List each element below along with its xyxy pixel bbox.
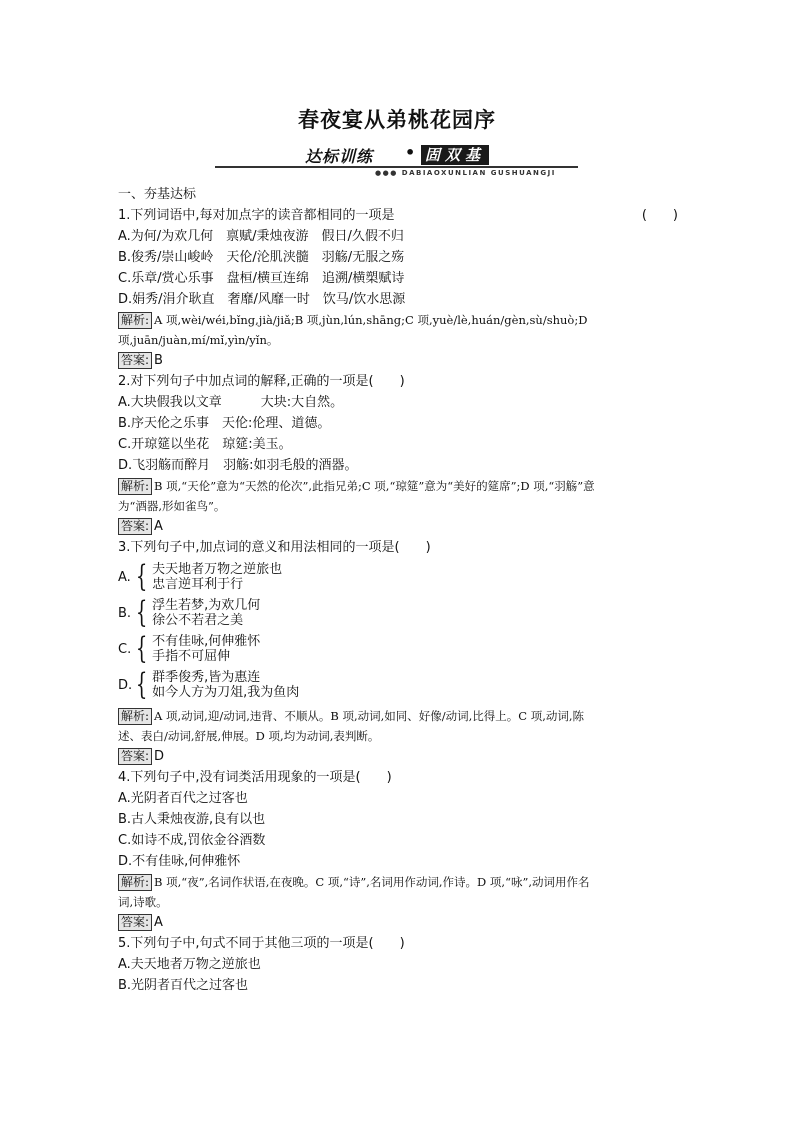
- answer-tag: 答案:: [118, 352, 152, 369]
- q3-option-label: D.: [118, 677, 133, 693]
- q2-option-d: D.飞羽觞而醉月 羽觞:如羽毛般的酒器。: [118, 458, 358, 473]
- q4-option-c: C.如诗不成,罚依金谷酒数: [118, 833, 266, 848]
- q3-answer: [118, 746, 678, 767]
- banner-text: 达标训练: [305, 147, 374, 166]
- q1-option-a: A.为何/为欢几何 禀赋/秉烛夜游 假日/久假不归: [118, 229, 404, 244]
- q1-option-c: C.乐章/赏心乐事 盘桓/横亘连绵 追溯/横槊赋诗: [118, 271, 405, 286]
- q1-exp-line1: A 项,wèi/wéi,bǐng,jià/jiǎ;B 项,jùn,lún,shāng;C 项,yuè/lè,huán/gèn,sù/shuò;D: [154, 313, 588, 327]
- section-heading: 一、夯基达标: [118, 187, 197, 202]
- explanation-tag: 解析:: [118, 478, 152, 495]
- q3-option-label: C.: [118, 641, 132, 657]
- q3-c-bottom: 手指不可屈伸: [152, 649, 231, 664]
- q3-option-c: [118, 631, 678, 666]
- q1-answer-blank: ( ): [641, 208, 678, 223]
- banner-dot: •: [405, 143, 416, 162]
- q4-option-a: A.光阴者百代之过客也: [118, 791, 248, 806]
- q1-option-d: D.娟秀/涓介耿直 奢靡/风靡一时 饮马/饮水思源: [118, 292, 406, 307]
- question-5-stem: 5.下列句子中,句式不同于其他三项的一项是( ): [118, 936, 405, 951]
- q1-explanation: [118, 310, 678, 330]
- banner-subtitle: ●●● DABIAOXUNLIAN GUSHUANGJI: [375, 169, 556, 177]
- q3-c-top: 不有佳咏,何伸雅怀: [152, 634, 261, 649]
- q2-answer: [118, 516, 678, 537]
- q4-explanation: [118, 872, 678, 892]
- q3-explanation: [118, 706, 678, 726]
- q1-stem-text: 1.下列词语中,每对加点字的读音都相同的一项是: [118, 208, 395, 223]
- q2-option-c: C.开琼筵以坐花 琼筵:美玉。: [118, 437, 292, 452]
- brace-icon: {: [135, 631, 148, 666]
- q5-option-a: A.夫天地者万物之逆旅也: [118, 957, 261, 972]
- q4-option-b: B.古人秉烛夜游,良有以也: [118, 812, 266, 827]
- q4-option-d: D.不有佳咏,何伸雅怀: [118, 854, 241, 869]
- q3-d-bottom: 如今人方为刀俎,我为鱼肉: [152, 685, 300, 700]
- q2-exp-line1: B 项,“天伦”意为“天然的伦次”,此指兄弟;C 项,“琼筵”意为“美好的筵席”;D 项,“羽觞”意: [154, 479, 595, 493]
- q4-answer-value: A: [154, 915, 163, 930]
- q2-option-b: B.序天伦之乐事 天伦:伦理、道德。: [118, 416, 331, 431]
- q3-exp-line1: A 项,动词,迎/动词,违背、不顺从。B 项,动词,如同、好像/动词,比得上。C 项,动词,陈: [154, 709, 585, 723]
- q3-answer-value: D: [154, 749, 165, 764]
- q3-d-top: 群季俊秀,皆为惠连: [152, 670, 261, 685]
- q1-option-b: B.俊秀/崇山峻岭 天伦/沦肌浃髓 羽觞/无服之殇: [118, 250, 405, 265]
- question-2-stem: 2.对下列句子中加点词的解释,正确的一项是( ): [118, 374, 405, 389]
- q4-answer: [118, 912, 678, 933]
- answer-tag: 答案:: [118, 748, 152, 765]
- q3-option-a: [118, 559, 678, 594]
- q3-exp-line2: 述、表白/动词,舒展,伸展。D 项,均为动词,表判断。: [118, 729, 380, 743]
- brace-icon: {: [135, 595, 148, 630]
- q2-exp-line2: 为“酒器,形如雀鸟”。: [118, 499, 226, 513]
- question-4-stem: 4.下列句子中,没有词类活用现象的一项是( ): [118, 770, 392, 785]
- brace-icon: {: [135, 667, 148, 702]
- section-banner: [215, 143, 578, 177]
- banner-rule: [215, 166, 578, 168]
- q3-b-top: 浮生若梦,为欢几何: [152, 598, 261, 613]
- q2-option-a: A.大块假我以文章 大块:大自然。: [118, 395, 344, 410]
- explanation-tag: 解析:: [118, 874, 152, 891]
- q3-a-bottom: 忠言逆耳利于行: [152, 577, 244, 592]
- explanation-tag: 解析:: [118, 312, 152, 329]
- question-3-stem: 3.下列句子中,加点词的意义和用法相同的一项是( ): [118, 540, 431, 555]
- q5-option-b: B.光阴者百代之过客也: [118, 978, 249, 993]
- q3-option-d: [118, 667, 678, 702]
- q1-answer-value: B: [154, 353, 163, 368]
- question-1-stem: [118, 205, 678, 226]
- answer-tag: 答案:: [118, 914, 152, 931]
- q2-answer-value: A: [154, 519, 163, 534]
- question-content: [118, 184, 678, 996]
- q3-option-label: B.: [118, 605, 132, 621]
- brace-icon: {: [135, 559, 148, 594]
- explanation-tag: 解析:: [118, 708, 152, 725]
- q3-a-top: 夫天地者万物之逆旅也: [152, 562, 283, 577]
- q3-b-bottom: 徐公不若君之美: [152, 613, 244, 628]
- q1-exp-line2: 项,juān/juàn,mí/mǐ,yìn/yǐn。: [118, 333, 279, 347]
- q3-option-b: [118, 595, 678, 630]
- q3-option-label: A.: [118, 569, 131, 585]
- q4-exp-line1: B 项,“夜”,名词作状语,在夜晚。C 项,“诗”,名词用作动词,作诗。D 项,“咏”,动词用作名: [154, 875, 590, 889]
- banner-box: 固双基: [418, 145, 489, 165]
- answer-tag: 答案:: [118, 518, 152, 535]
- q1-answer: [118, 350, 678, 371]
- q2-explanation: [118, 476, 678, 496]
- q4-exp-line2: 词,诗歌。: [118, 895, 168, 909]
- page-title: 春夜宴从弟桃花园序: [298, 107, 496, 132]
